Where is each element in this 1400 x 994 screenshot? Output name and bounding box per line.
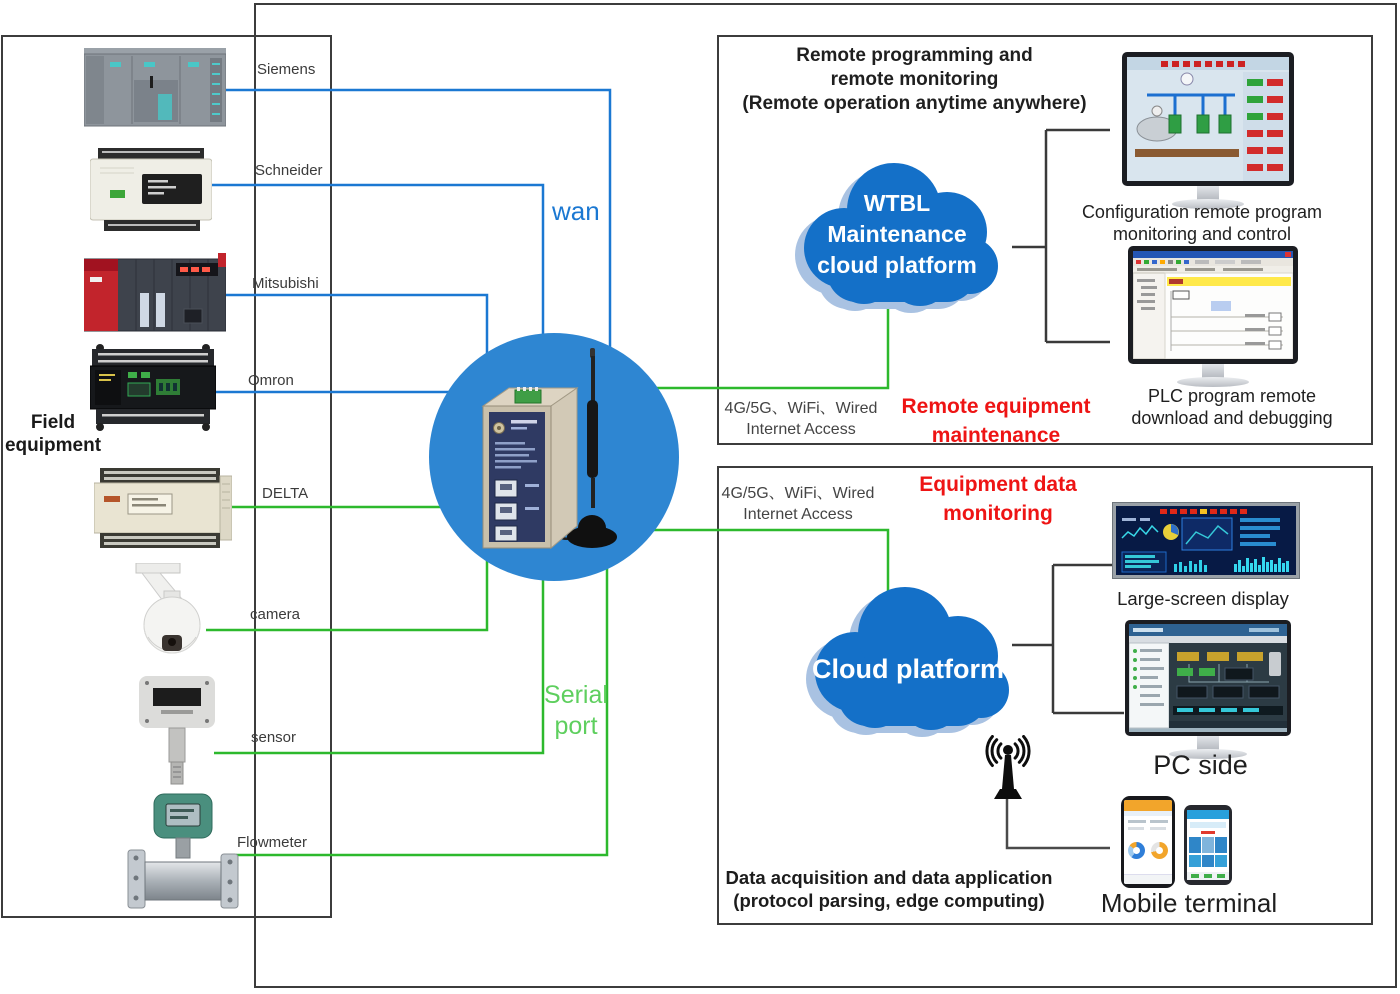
flowmeter-image — [126, 788, 240, 916]
mitsubishi-plc-image — [84, 253, 226, 337]
field-equipment-title: Field equipment — [4, 412, 102, 456]
wtbl-cloud-line1: WTBL — [863, 190, 931, 216]
remote-equipment-maintenance-label — [882, 392, 1110, 450]
cloud-platform — [793, 570, 1023, 742]
camera-image — [128, 563, 212, 657]
pc-side-caption: PC side — [1153, 750, 1248, 780]
pc-monitor-bezel — [1125, 620, 1291, 736]
omron-plc-image — [90, 343, 216, 431]
phone2-header — [1187, 810, 1229, 819]
phone2-cell-6 — [1215, 855, 1227, 867]
device-label-siemens: Siemens — [257, 61, 316, 78]
maintenance-title-line2: remote monitoring — [830, 69, 999, 90]
plc-caption-line1: PLC program remote — [1147, 386, 1317, 406]
data-acquisition-line1: Data acquisition and data application — [725, 867, 1053, 888]
wtbl-cloud — [782, 146, 1012, 316]
access-line2: Internet Access — [746, 421, 856, 438]
mobile-terminal-caption: Mobile terminal — [1100, 888, 1278, 918]
phone1-subheader — [1124, 811, 1172, 816]
device-label-camera: camera — [250, 606, 301, 623]
large-screen-content — [1116, 506, 1296, 575]
pc-monitor-screen — [1129, 624, 1287, 732]
plc-monitor-caption — [1092, 385, 1372, 429]
schneider-wan-line — [209, 185, 543, 356]
config-monitor-caption — [1062, 201, 1342, 245]
phone2-cell-3 — [1215, 837, 1227, 853]
phone1-text3 — [1128, 827, 1144, 830]
sensor-serial-line — [214, 572, 543, 753]
mitsubishi-wan-line — [226, 295, 487, 370]
siemens-plc-image — [84, 48, 226, 130]
large-screen-caption: Large-screen display — [1117, 588, 1289, 609]
router-body — [483, 387, 577, 548]
monitoring-access-text — [714, 483, 882, 525]
plc-monitor — [1128, 246, 1298, 387]
pc-monitor — [1125, 620, 1291, 759]
maintenance-subtitle: (Remote operation anytime anywhere) — [742, 93, 1087, 114]
access-line1: 4G/5G、WiFi、Wired — [724, 400, 878, 417]
wan-label: wan — [552, 196, 600, 226]
data-acquisition-text — [723, 866, 1055, 912]
data-acquisition-line2: (protocol parsing, edge computing) — [733, 890, 1045, 911]
phone1-donut-chart-orange — [1151, 842, 1168, 859]
serial-port-label — [538, 680, 614, 742]
phone2-cell-2 — [1202, 837, 1214, 853]
config-monitor — [1122, 52, 1294, 209]
radio-tower-icon — [972, 735, 1044, 803]
device-label-schneider: Schneider — [255, 162, 323, 179]
device-label-flowmeter: Flowmeter — [237, 834, 308, 851]
phone2-nav2 — [1204, 874, 1212, 878]
config-monitor-bezel — [1122, 52, 1294, 186]
schneider-plc-image — [90, 148, 212, 232]
serial-word: Serial — [544, 681, 608, 709]
device-label-sensor: sensor — [251, 729, 297, 746]
cloud-platform-label: Cloud platform — [812, 654, 1004, 684]
config-caption-line1: Configuration remote program — [1081, 202, 1323, 222]
red2-label-line1: Equipment data — [919, 473, 1077, 496]
industrial-router-image — [455, 340, 655, 570]
maintenance-title — [742, 44, 1087, 116]
access2-line2: Internet Access — [743, 506, 853, 523]
sensor-image — [133, 672, 221, 787]
phone2-cell-1 — [1189, 837, 1201, 853]
phone1-screen — [1124, 800, 1172, 884]
phone2-nav3 — [1217, 874, 1225, 878]
antenna-to-mobile-line — [1007, 798, 1110, 848]
red-label-line1: Remote equipment — [901, 395, 1091, 418]
phone1-text1 — [1128, 820, 1146, 823]
delta-plc-image — [94, 468, 232, 548]
phone2-cell-5 — [1202, 855, 1214, 867]
phone2-tabs — [1190, 822, 1226, 828]
config-monitor-screen — [1127, 57, 1289, 181]
device-label-mitsubishi: Mitsubishi — [252, 275, 319, 292]
maintenance-access-text — [717, 398, 885, 440]
phone1-text4 — [1150, 827, 1166, 830]
wtbl-cloud-label — [782, 188, 1012, 281]
wtbl-cloud-line2: Maintenance — [827, 221, 967, 247]
phone2-cell-4 — [1189, 855, 1201, 867]
wtbl-cloud-line3: cloud platform — [817, 252, 977, 278]
phone1-donut-chart-blue — [1128, 842, 1145, 859]
phone1-navbar — [1124, 874, 1172, 884]
plc-monitor-screen — [1133, 251, 1293, 359]
mobile-phone-2 — [1184, 805, 1232, 885]
equipment-data-monitoring-label — [888, 470, 1108, 528]
plc-monitor-bezel — [1128, 246, 1298, 364]
device-label-omron: Omron — [248, 372, 294, 389]
mobile-phone-1 — [1121, 796, 1175, 888]
port-word: port — [554, 712, 598, 740]
config-caption-line2: monitoring and control — [1112, 224, 1292, 244]
phone2-alarm-text — [1201, 831, 1215, 834]
maintenance-title-line1: Remote programming and — [796, 45, 1033, 66]
access2-line1: 4G/5G、WiFi、Wired — [721, 485, 875, 502]
phone1-text2 — [1150, 820, 1168, 823]
camera-serial-line — [206, 555, 487, 630]
phone2-nav1 — [1191, 874, 1199, 878]
red-label-line2: maintenance — [931, 424, 1061, 447]
phone1-header — [1124, 800, 1172, 811]
large-screen-display — [1112, 502, 1300, 579]
phone2-screen — [1187, 810, 1229, 880]
red2-label-line2: monitoring — [943, 502, 1053, 525]
device-label-delta: DELTA — [262, 485, 309, 502]
plc-caption-line2: download and debugging — [1131, 408, 1333, 428]
